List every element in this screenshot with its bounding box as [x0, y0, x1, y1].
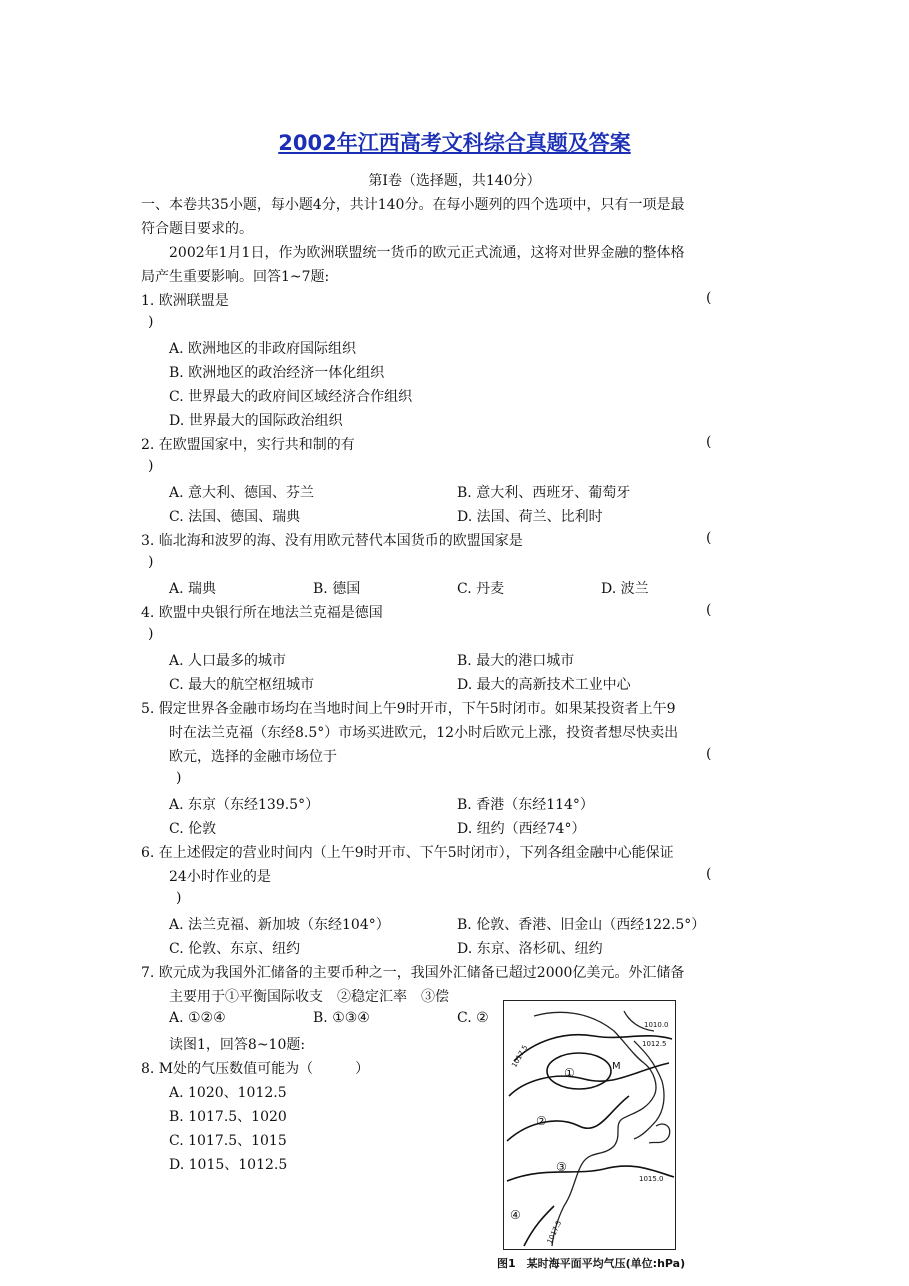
- q4-option-b: B. 最大的港口城市: [457, 653, 575, 669]
- read-figure-prompt: 读图1，回答8~10题:: [169, 1037, 306, 1053]
- q8-option-c: C. 1017.5、1015: [169, 1133, 287, 1149]
- q1-paren-open: (: [706, 290, 712, 306]
- section-heading: 第Ⅰ卷（选择题，共140分）: [368, 173, 541, 189]
- isobar-3: [507, 1096, 629, 1141]
- q3-option-b: B. 德国: [313, 581, 361, 597]
- circle-label-3: ③: [556, 1160, 567, 1174]
- point-m-label: M: [612, 1061, 621, 1072]
- q4-paren-close: ): [148, 626, 154, 642]
- q8-stem: 8. M处的气压数值可能为（ ）: [141, 1061, 370, 1077]
- q1-option-a: A. 欧洲地区的非政府国际组织: [169, 341, 357, 357]
- q7-option-b: B. ①③④: [313, 1010, 370, 1026]
- q8-option-b: B. 1017.5、1020: [169, 1109, 287, 1125]
- isobar-label-1015: 1015.0: [639, 1175, 664, 1183]
- isobar-label-1017-5-bottom: 1017.5: [545, 1219, 564, 1245]
- q4-paren-open: (: [706, 602, 712, 618]
- q5-stem-3: 欧元，选择的金融市场位于: [169, 749, 337, 765]
- q5-paren-close: ): [176, 770, 182, 786]
- q6-option-c: C. 伦敦、东京、纽约: [169, 941, 301, 957]
- q5-stem-1: 5. 假定世界各金融市场均在当地时间上午9时开市，下午5时闭市。如果某投资者上午9: [141, 701, 676, 717]
- q2-option-a: A. 意大利、德国、芬兰: [169, 485, 315, 501]
- q6-stem-2: 24小时作业的是: [169, 869, 271, 885]
- q5-option-c: C. 伦敦: [169, 821, 217, 837]
- q1-paren-close: ): [148, 314, 154, 330]
- q4-option-a: A. 人口最多的城市: [169, 653, 287, 669]
- q5-stem-2: 时在法兰克福（东经8.5°）市场买进欧元，12小时后欧元上涨，投资者想尽快卖出: [169, 725, 679, 741]
- q2-option-b: B. 意大利、西班牙、葡萄牙: [457, 485, 631, 501]
- isobar-label-1012-5: 1012.5: [642, 1040, 667, 1048]
- coastline-japan: [649, 1124, 670, 1143]
- q7-stem-2: 主要用于①平衡国际收支 ②稳定汇率 ③偿: [169, 989, 449, 1005]
- q3-stem: 3. 临北海和波罗的海、没有用欧元替代本国货币的欧盟国家是: [141, 533, 523, 549]
- isobar-label-1017-5-top: 1017.5: [510, 1043, 530, 1069]
- q3-option-d: D. 波兰: [601, 581, 649, 597]
- high-center-ring: [547, 1053, 611, 1089]
- q3-paren-close: ): [148, 554, 154, 570]
- q2-paren-open: (: [706, 434, 712, 450]
- pressure-map: [504, 1001, 675, 1249]
- q3-option-a: A. 瑞典: [169, 581, 217, 597]
- q2-option-c: C. 法国、德国、瑞典: [169, 509, 301, 525]
- q6-option-a: A. 法兰克福、新加坡（东经104°）: [169, 917, 390, 933]
- q5-option-a: A. 东京（东经139.5°）: [169, 797, 320, 813]
- q7-stem-1: 7. 欧元成为我国外汇储备的主要币种之一，我国外汇储备已超过2000亿美元。外汇储备: [141, 965, 685, 981]
- q5-option-d: D. 纽约（西经74°）: [457, 821, 586, 837]
- q6-option-d: D. 东京、洛杉矶、纽约: [457, 941, 603, 957]
- isobar-label-1010: 1010.0: [644, 1021, 669, 1029]
- circle-label-4: ④: [510, 1208, 521, 1222]
- q2-option-d: D. 法国、荷兰、比利时: [457, 509, 603, 525]
- isobar-2: [509, 1063, 669, 1096]
- q2-stem: 2. 在欧盟国家中，实行共和制的有: [141, 437, 355, 453]
- q6-stem-1: 6. 在上述假定的营业时间内（上午9时开市、下午5时闭市），下列各组金融中心能保证: [141, 845, 674, 861]
- passage-line-2: 局产生重要影响。回答1~7题:: [141, 269, 330, 285]
- q4-option-d: D. 最大的高新技术工业中心: [457, 677, 631, 693]
- q1-option-d: D. 世界最大的国际政治组织: [169, 413, 343, 429]
- q8-option-a: A. 1020、1012.5: [169, 1085, 287, 1101]
- q6-paren-open: (: [706, 866, 712, 882]
- q6-option-b: B. 伦敦、香港、旧金山（西经122.5°）: [457, 917, 706, 933]
- document-title: 2002年江西高考文科综合真题及答案: [278, 131, 631, 155]
- q2-paren-close: ): [148, 458, 154, 474]
- q1-option-c: C. 世界最大的政府间区域经济合作组织: [169, 389, 413, 405]
- q4-stem: 4. 欧盟中央银行所在地法兰克福是德国: [141, 605, 383, 621]
- q4-option-c: C. 最大的航空枢纽城市: [169, 677, 315, 693]
- q1-stem: 1. 欧洲联盟是: [141, 293, 229, 309]
- q7-option-c: C. ②: [457, 1010, 489, 1026]
- circle-label-2: ②: [536, 1114, 547, 1128]
- q3-paren-open: (: [706, 530, 712, 546]
- intro-line-1: 一、本卷共35小题，每小题4分，共计140分。在每小题列的四个选项中，只有一项是最: [141, 197, 685, 213]
- q5-option-b: B. 香港（东经114°）: [457, 797, 594, 813]
- passage-line-1: 2002年1月1日，作为欧洲联盟统一货币的欧元正式流通，这将对世界金融的整体格: [169, 245, 685, 261]
- pressure-map-figure: [503, 1000, 676, 1250]
- coastline-main: [534, 1012, 656, 1246]
- circle-label-1: ①: [564, 1066, 575, 1080]
- q5-paren-open: (: [706, 746, 712, 762]
- q3-option-c: C. 丹麦: [457, 581, 505, 597]
- q6-paren-close: ): [176, 890, 182, 906]
- figure-caption: 图1 某时海平面平均气压(单位:hPa): [497, 1257, 686, 1270]
- q8-option-d: D. 1015、1012.5: [169, 1157, 288, 1173]
- intro-line-2: 符合题目要求的。: [141, 221, 253, 237]
- q1-option-b: B. 欧洲地区的政治经济一体化组织: [169, 365, 385, 381]
- q7-option-a: A. ①②④: [169, 1010, 226, 1026]
